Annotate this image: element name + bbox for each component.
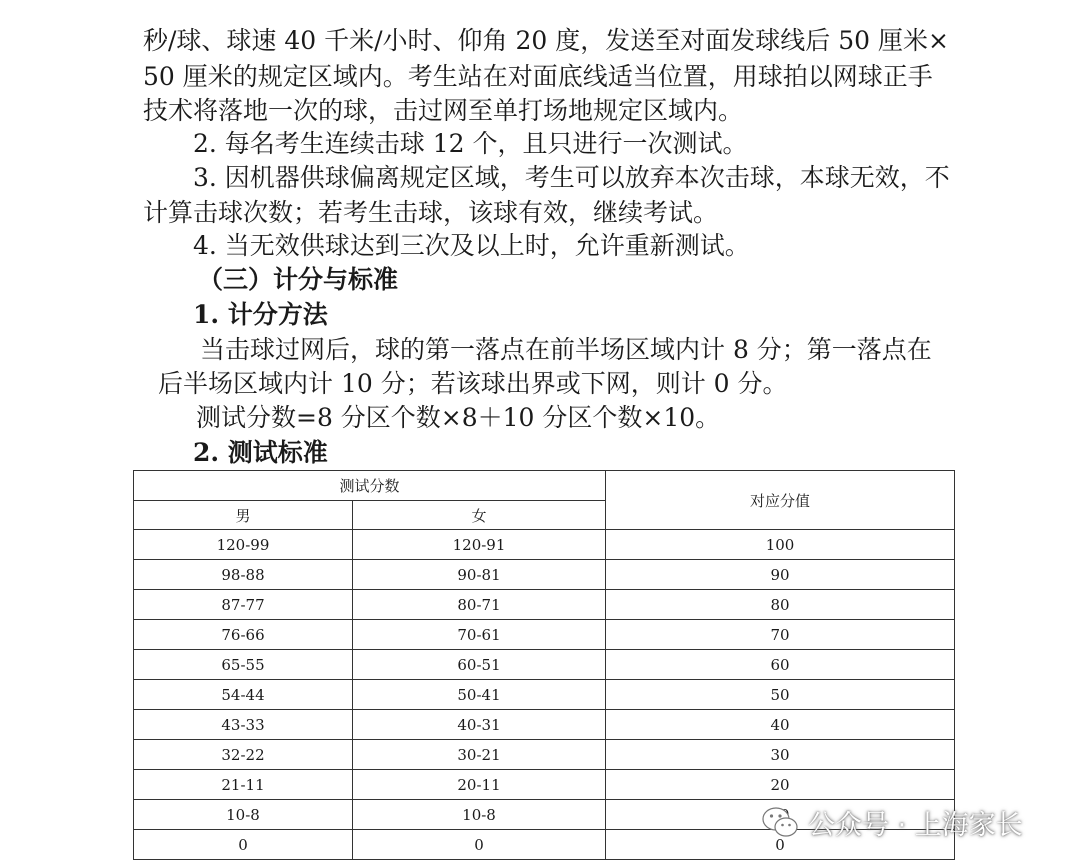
- cell-male: 76-66: [134, 620, 353, 650]
- table-row: [134, 530, 955, 560]
- table-row: [134, 770, 955, 800]
- cell-points: 90: [606, 560, 955, 590]
- header-male: 男: [134, 501, 353, 530]
- table-row: [134, 740, 955, 770]
- cell-female: 30-21: [353, 740, 606, 770]
- table-row: [134, 650, 955, 680]
- cell-points: 50: [606, 680, 955, 710]
- table-row: [134, 560, 955, 590]
- cell-points: 0: [606, 830, 955, 860]
- cell-male: 54-44: [134, 680, 353, 710]
- header-points: 对应分值: [606, 471, 955, 530]
- cell-female: 10-8: [353, 800, 606, 830]
- paragraph-line-4: 2. 每名考生连续击球 12 个，且只进行一次测试。: [193, 129, 748, 158]
- cell-female: 120-91: [353, 530, 606, 560]
- cell-points: 30: [606, 740, 955, 770]
- cell-male: 10-8: [134, 800, 353, 830]
- paragraph-line-1: 秒/球、球速 40 千米/小时、仰角 20 度，发送至对面发球线后 50 厘米×: [143, 26, 949, 55]
- table-row: [134, 710, 955, 740]
- cell-male: 32-22: [134, 740, 353, 770]
- watermark-text: 公众号 · 上海家长: [808, 809, 1023, 841]
- cell-male: 120-99: [134, 530, 353, 560]
- cell-points: 70: [606, 620, 955, 650]
- wechat-icon: [760, 802, 800, 842]
- paragraph-line-9: 后半场区域内计 10 分；若该球出界或下网，则计 0 分。: [158, 369, 788, 398]
- cell-male: 21-11: [134, 770, 353, 800]
- cell-female: 80-71: [353, 590, 606, 620]
- cell-female: 60-51: [353, 650, 606, 680]
- paragraph-line-2: 50 厘米的规定区域内。考生站在对面底线适当位置，用球拍以网球正手: [143, 62, 933, 91]
- cell-male: 98-88: [134, 560, 353, 590]
- cell-male: 43-33: [134, 710, 353, 740]
- header-test-score: 测试分数: [134, 471, 606, 501]
- paragraph-line-formula: 测试分数=8 分区个数×8＋10 分区个数×10。: [196, 403, 721, 432]
- cell-male: 0: [134, 830, 353, 860]
- cell-female: 90-81: [353, 560, 606, 590]
- cell-female: 20-11: [353, 770, 606, 800]
- table-row: [134, 590, 955, 620]
- cell-male: 87-77: [134, 590, 353, 620]
- cell-female: 40-31: [353, 710, 606, 740]
- cell-points: 40: [606, 710, 955, 740]
- paragraph-line-5: 3. 因机器供球偏离规定区域，考生可以放弃本次击球，本球无效，不: [193, 163, 950, 192]
- paragraph-line-7: 4. 当无效供球达到三次及以上时，允许重新测试。: [193, 231, 750, 260]
- paragraph-line-3: 技术将落地一次的球，击过网至单打场地规定区域内。: [143, 96, 744, 125]
- header-female: 女: [353, 501, 606, 530]
- cell-points: 60: [606, 650, 955, 680]
- cell-points: 100: [606, 530, 955, 560]
- cell-male: 65-55: [134, 650, 353, 680]
- cell-points: 20: [606, 770, 955, 800]
- paragraph-line-8: 当击球过网后，球的第一落点在前半场区域内计 8 分；第一落点在: [200, 335, 932, 364]
- cell-points: 80: [606, 590, 955, 620]
- cell-female: 0: [353, 830, 606, 860]
- table-row: [134, 680, 955, 710]
- cell-female: 70-61: [353, 620, 606, 650]
- table-row: [134, 620, 955, 650]
- subsection-heading-standard: 2. 测试标准: [193, 438, 328, 467]
- paragraph-line-6: 计算击球次数；若考生击球，该球有效，继续考试。: [143, 198, 719, 227]
- section-heading: （三）计分与标准: [198, 265, 399, 294]
- subsection-heading-scoring: 1. 计分方法: [193, 300, 328, 329]
- cell-female: 50-41: [353, 680, 606, 710]
- watermark: [760, 800, 1023, 844]
